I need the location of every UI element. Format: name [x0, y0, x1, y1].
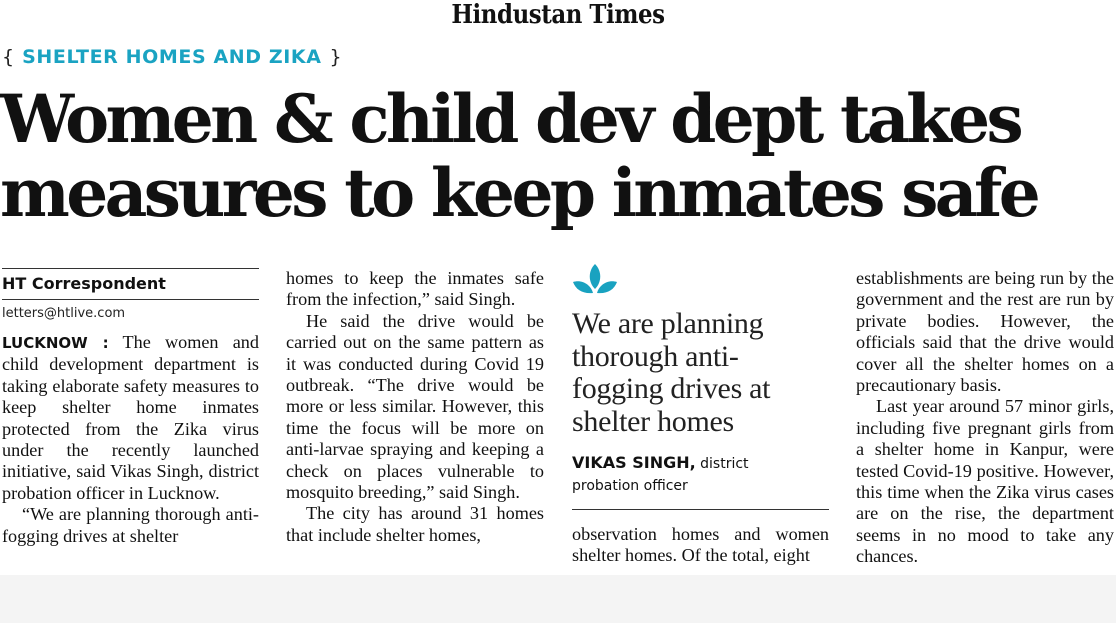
pull-quote-rule [572, 509, 829, 510]
masthead: Hindustan Times [451, 0, 665, 30]
article-paragraph-3: He said the drive would be carried out on the same pattern as it was conducted during Covid 19 outbreak. “The drive would be more or less similar. However, this time the focus will be more on anti-larvae spraying and keeping a check on places vulnerable to mosquito breeding,” said Singh. [286, 310, 544, 503]
dateline: LUCKNOW : [2, 334, 109, 352]
article-paragraph-2-start: “We are planning thorough anti-fogging drives at shelter [2, 504, 259, 546]
quote-author-title-1: district [700, 456, 749, 472]
article-paragraph-1 [2, 332, 259, 504]
byline-email: letters@htlive.com [2, 306, 126, 321]
headline [0, 82, 1116, 230]
headline-line-2: measures to keep inmates safe [0, 154, 1038, 232]
article-paragraph-4-end: establishments are being run by the government and the rest are run by private bodies. However, the officials said that the drive would cover all the shelter homes on a precautionary basis. [856, 268, 1114, 396]
kicker-open-brace: { [2, 46, 15, 68]
headline-line-1: Women & child dev dept takes [0, 80, 1021, 158]
article-paragraph-4-start: The city has around 31 homes that include shelter homes, [286, 503, 544, 545]
lotus-icon [570, 262, 620, 304]
quote-author-title-2: probation officer [572, 478, 688, 494]
paragraph-1-body: The women and child development department is taking elaborate safety measures to keep shelter home inmates protected from the Zika virus under the recently launched initiative, said Vikas Singh, district probation officer in Lucknow. [2, 332, 259, 503]
article-column-2 [286, 268, 544, 546]
quote-author-name: VIKAS SINGH, [572, 453, 696, 472]
pull-quote-column [572, 268, 829, 567]
pull-quote-attribution [572, 452, 829, 497]
article-paragraph-2-end: homes to keep the inmates safe from the infection,” said Singh. [286, 268, 544, 310]
byline-name: HT Correspondent [2, 274, 166, 293]
article-paragraph-5: Last year around 57 minor girls, including five pregnant girls from a shelter home in Kanpur, were tested Covid-19 positive. However, this time when the Zika virus cases are on the rise, the department seems in no mood to take any chances. [856, 396, 1114, 567]
section-kicker [2, 44, 342, 70]
article-paragraph-4-mid: observation homes and women shelter homes. Of the total, eight [572, 524, 829, 566]
article-column-1 [2, 268, 259, 547]
pull-quote-text: We are planning thorough anti-fogging drives at shelter homes [572, 307, 771, 438]
kicker-text: SHELTER HOMES AND ZIKA [22, 46, 322, 68]
kicker-close-brace: } [329, 46, 342, 68]
article-column-4 [856, 268, 1114, 568]
